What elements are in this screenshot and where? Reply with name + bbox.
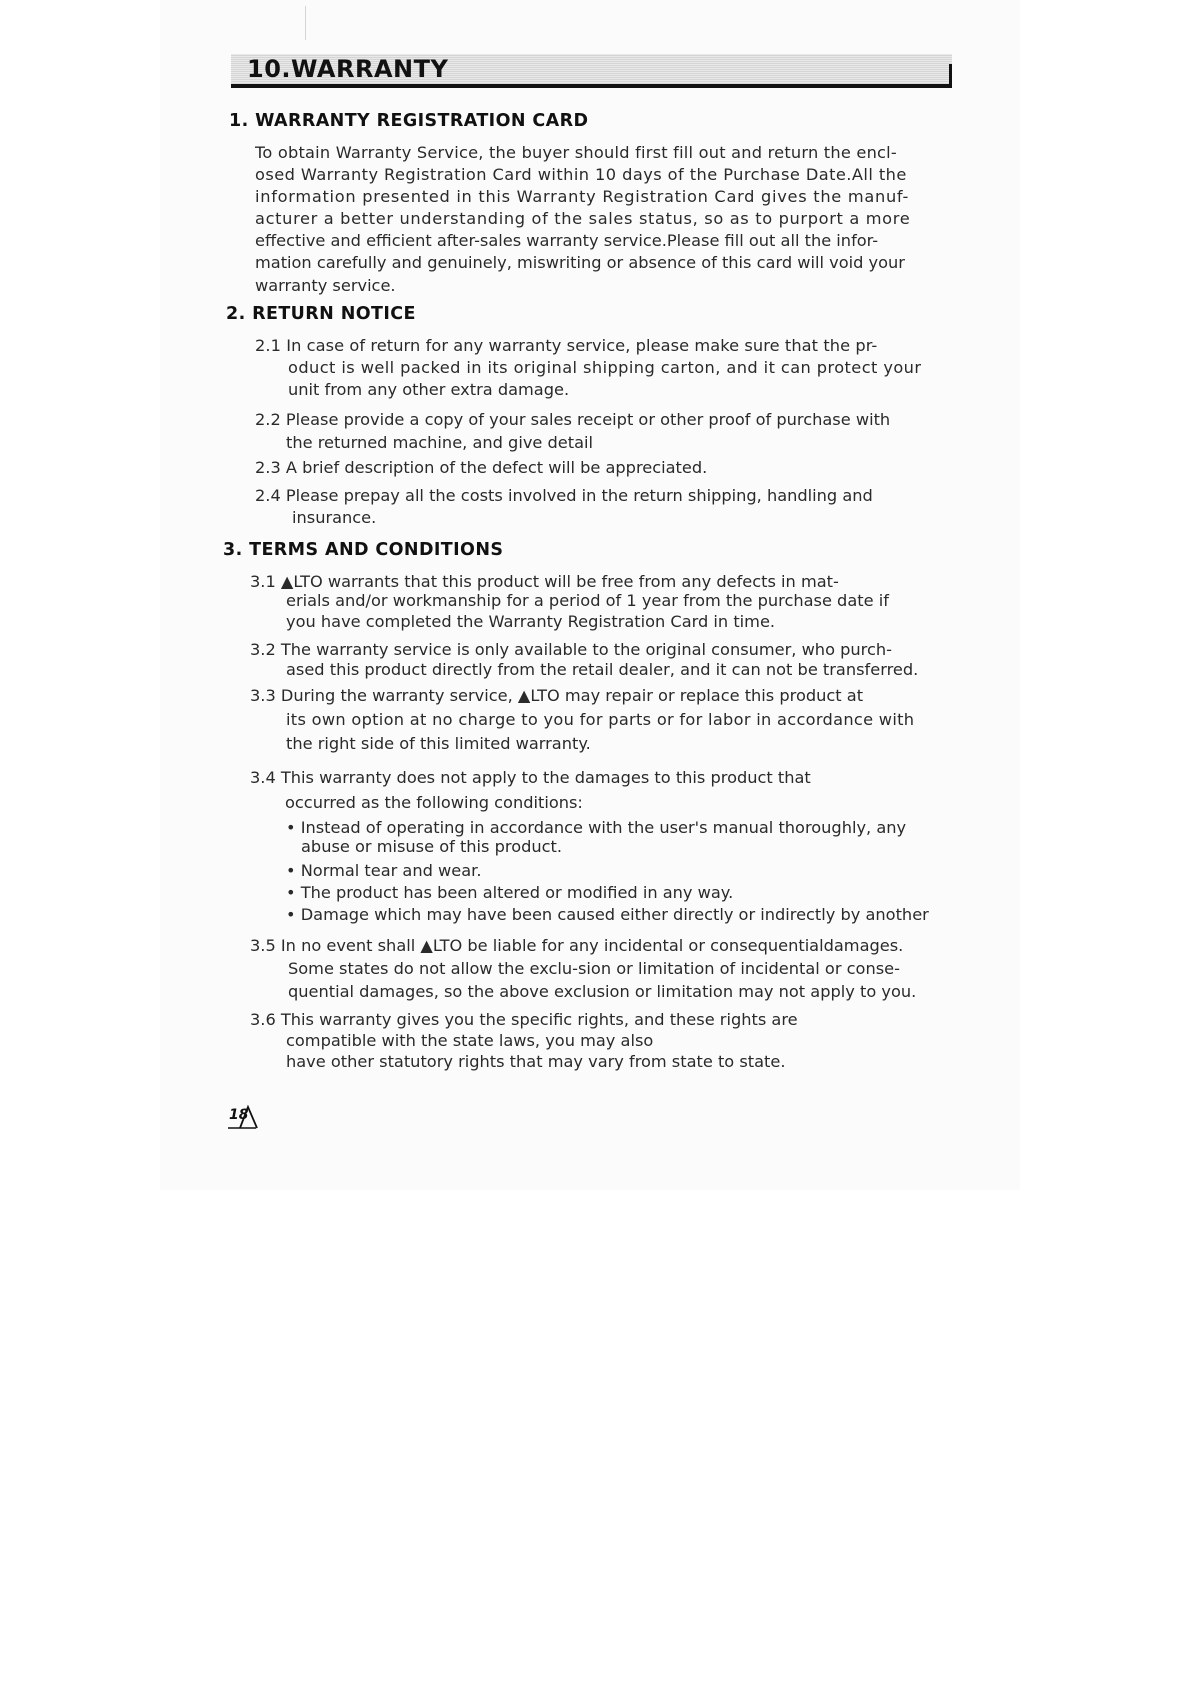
heading-return-notice: 2. RETURN NOTICE — [226, 304, 416, 324]
text-line: 3.6 This warranty gives you the specific rights, and these rights are — [250, 1010, 798, 1029]
text-line: 3.4 This warranty does not apply to the damages to this product that — [250, 768, 811, 787]
text-line: warranty service. — [255, 276, 396, 295]
text-line: 3.2 The warranty service is only available to the original consumer, who purch- — [250, 640, 892, 659]
bullet-item: • Instead of operating in accordance with the user's manual thoroughly, any — [286, 818, 907, 837]
text-line: 3.5 In no event shall ▲LTO be liable for any incidental or consequentialdamages. — [250, 936, 904, 955]
text-line: quential damages, so the above exclusion or limitation may not apply to you. — [288, 982, 917, 1001]
text-line: information presented in this Warranty Registration Card gives the manuf- — [255, 187, 910, 206]
text-line: compatible with the state laws, you may also — [286, 1031, 654, 1050]
heading-terms-and-conditions: 3. TERMS AND CONDITIONS — [223, 540, 504, 560]
text-line: effective and efficient after-sales warranty service.Please fill out all the infor- — [255, 231, 879, 250]
text-line: erials and/or workmanship for a period of 1 year from the purchase date if — [286, 591, 889, 610]
text-line: To obtain Warranty Service, the buyer should first fill out and return the encl- — [255, 143, 897, 162]
text-line: have other statutory rights that may vary from state to state. — [286, 1052, 786, 1071]
text-line: 2.1 In case of return for any warranty service, please make sure that the pr- — [255, 336, 878, 355]
text-line: insurance. — [292, 508, 377, 527]
text-line: mation carefully and genuinely, miswriting or absence of this card will void your — [255, 253, 905, 272]
section-title-bar — [231, 54, 952, 88]
bullet-item-continued: abuse or misuse of this product. — [301, 837, 563, 856]
bullet-item: • Normal tear and wear. — [286, 861, 482, 880]
text-line: the returned machine, and give detail — [286, 433, 593, 452]
text-line: unit from any other extra damage. — [288, 380, 570, 399]
text-line: oduct is well packed in its original shipping carton, and it can protect your — [288, 358, 922, 377]
bullet-item: • Damage which may have been caused either directly or indirectly by another — [286, 905, 929, 924]
text-line: its own option at no charge to you for parts or for labor in accordance with — [286, 710, 915, 729]
text-line: you have completed the Warranty Registration Card in time. — [286, 612, 776, 631]
text-line: ased this product directly from the retail dealer, and it can not be transferred. — [286, 660, 919, 679]
text-line: osed Warranty Registration Card within 10 days of the Purchase Date.All the — [255, 165, 907, 184]
bullet-item: • The product has been altered or modified in any way. — [286, 883, 734, 902]
page-number — [226, 1103, 262, 1131]
text-line: 2.2 Please provide a copy of your sales receipt or other proof of purchase with — [255, 410, 891, 429]
page-number-text: 18 — [229, 1107, 249, 1123]
text-line: Some states do not allow the exclu-sion or limitation of incidental or conse- — [288, 959, 900, 978]
scan-mark — [305, 6, 306, 40]
title-bar-tick — [949, 64, 952, 88]
text-line: 2.4 Please prepay all the costs involved in the return shipping, handling and — [255, 486, 873, 505]
text-line: 3.3 During the warranty service, ▲LTO may repair or replace this product at — [250, 686, 864, 705]
text-line: occurred as the following conditions: — [285, 793, 583, 812]
page-title: 10.WARRANTY — [247, 55, 449, 83]
text-line: 2.3 A brief description of the defect will be appreciated. — [255, 458, 708, 477]
text-line: 3.1 ▲LTO warrants that this product will be free from any defects in mat- — [250, 572, 839, 591]
heading-warranty-registration-card: 1. WARRANTY REGISTRATION CARD — [229, 111, 589, 131]
text-line: acturer a better understanding of the sales status, so as to purport a more — [255, 209, 911, 228]
text-line: the right side of this limited warranty. — [286, 734, 591, 753]
